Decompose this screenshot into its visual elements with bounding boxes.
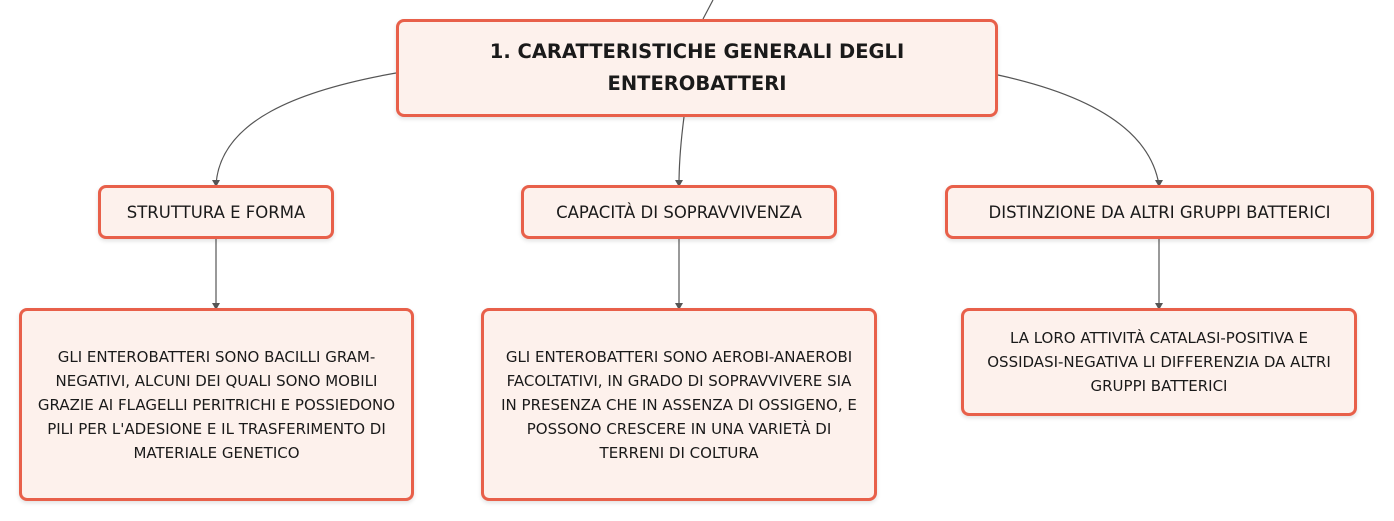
- branch-label: STRUTTURA E FORMA: [126, 202, 306, 222]
- branch-node-sopravvivenza[interactable]: [521, 185, 837, 239]
- connector-root-b1: [216, 73, 396, 185]
- branch-label: DISTINZIONE DA ALTRI GRUPPI BATTERICI: [988, 202, 1331, 222]
- leaf-node-sopravvivenza[interactable]: [481, 308, 877, 501]
- leaf-node-distinzione[interactable]: [961, 308, 1357, 416]
- leaf-text: GLI ENTEROBATTERI SONO AEROBI-ANAEROBI FACOLTATIVI, IN GRADO DI SOPRAVVIVERE SIA IN PRESENZA CHE IN ASSENZA DI OSSIGENO, E POSSONO CRESCERE IN UNA VARIETÀ DI TERRENI DI COLTURA: [501, 347, 857, 462]
- leaf-node-struttura[interactable]: [19, 308, 414, 501]
- root-label: 1. CARATTERISTICHE GENERALI DEGLI ENTEROBATTERI: [489, 40, 905, 95]
- connector-root-b3: [998, 75, 1159, 185]
- leaf-text: GLI ENTEROBATTERI SONO BACILLI GRAM-NEGATIVI, ALCUNI DEI QUALI SONO MOBILI GRAZIE AI FLAGELLI PERITRICHI E POSSIEDONO PILI PER L'ADESIONE E IL TRASFERIMENTO DI MATERIALE GENETICO: [37, 347, 396, 462]
- connector-root-b2: [679, 117, 684, 185]
- branch-label: CAPACITÀ DI SOPRAVVIVENZA: [556, 202, 802, 222]
- leaf-text: LA LORO ATTIVITÀ CATALASI-POSITIVA E OSSIDASI-NEGATIVA LI DIFFERENZIA DA ALTRI GRUPPI BATTERICI: [987, 329, 1331, 395]
- branch-node-distinzione[interactable]: [945, 185, 1374, 239]
- parent-connector: [703, 0, 713, 19]
- branch-node-struttura[interactable]: [98, 185, 334, 239]
- root-node[interactable]: [396, 19, 998, 117]
